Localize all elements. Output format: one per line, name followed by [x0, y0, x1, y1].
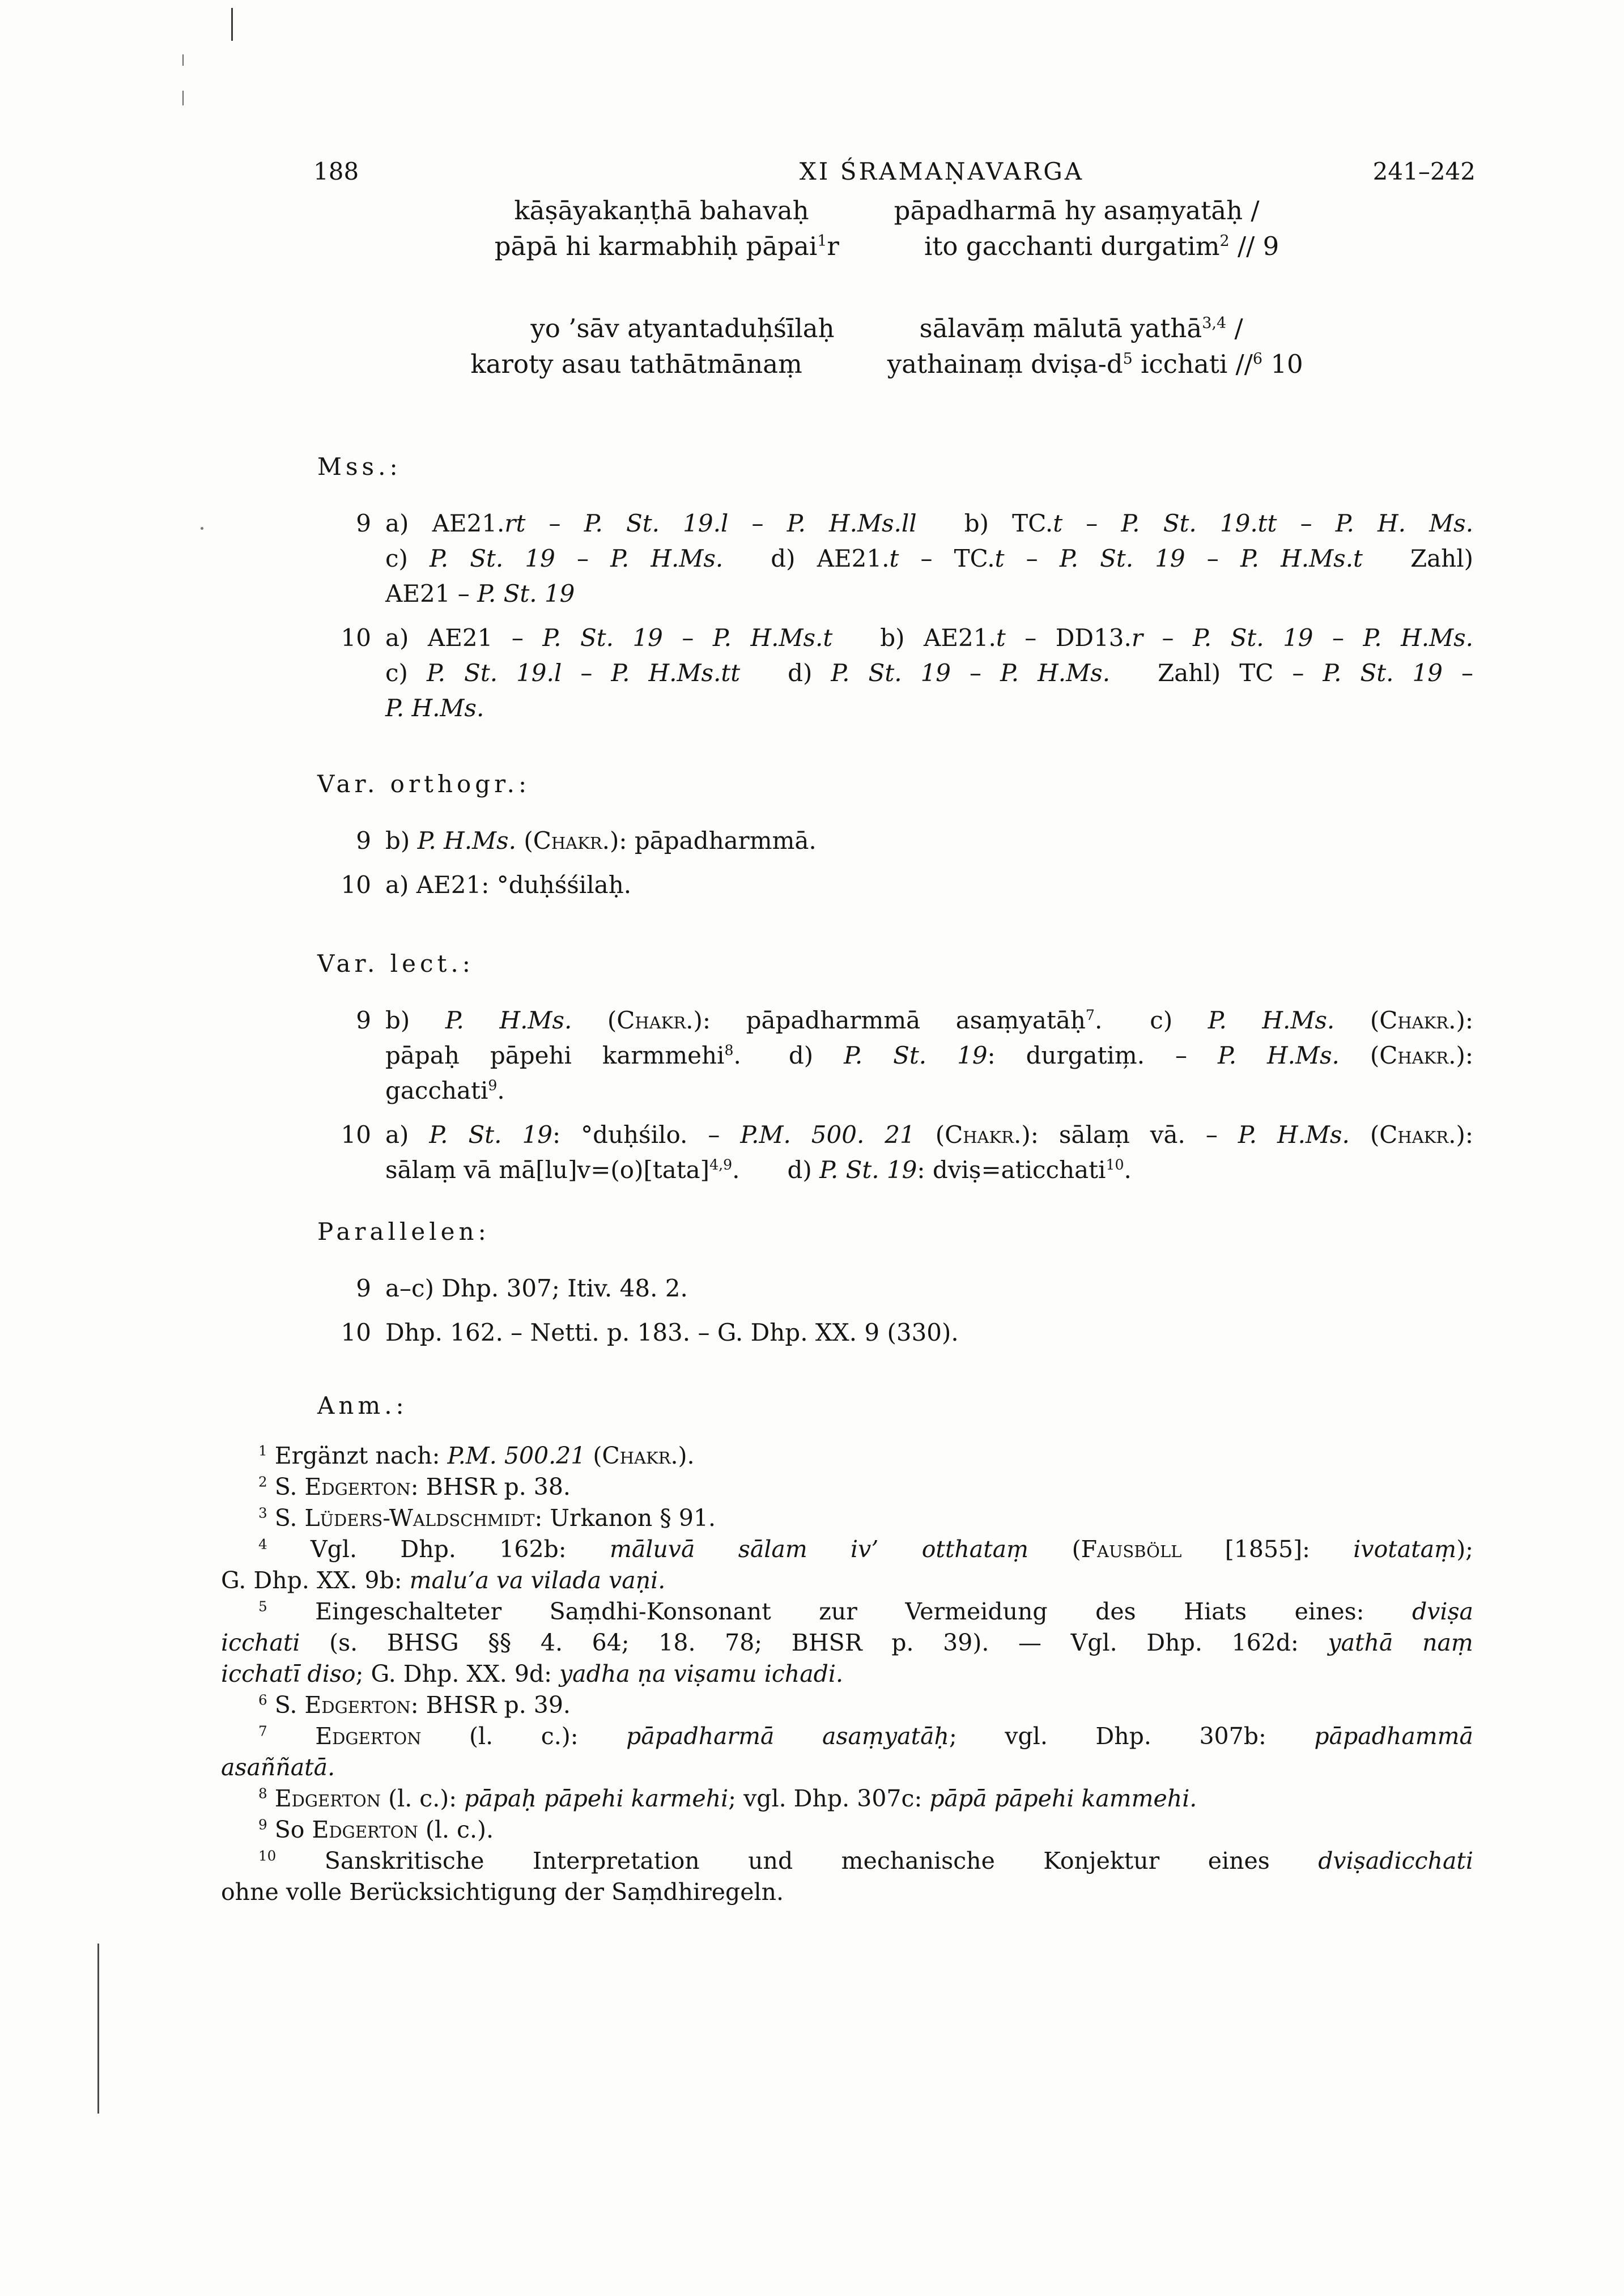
footnote-line: $^8$ Edgerton (l. c.): pāpaḥ pāpehi karmehi; vgl. Dhp. 307c: pāpā pāpehi kammehi.: [258, 1785, 1197, 1812]
footnote-line: $^3$ S. Lüders-Waldschmidt: Urkanon § 91.: [258, 1504, 716, 1532]
apparatus-line: AE21 – P. St. 19: [385, 580, 575, 607]
pada-a: yo ’sāv atyantaduḥśīlaḥ: [530, 313, 835, 343]
page-number: 188: [313, 158, 359, 185]
section-heading: Anm.:: [317, 1392, 408, 1419]
footnote-line: $^7$ Edgerton (l. c.): pāpadharmā asaṃyatāḥ; vgl. Dhp. 307b: pāpadhammā: [258, 1723, 1473, 1750]
footnote-line: $^6$ S. Edgerton: BHSR p. 39.: [258, 1691, 571, 1719]
section-var-lect: [221, 946, 1473, 1197]
parallel-line: a–c) Dhp. 307; Itiv. 48. 2.: [385, 1274, 688, 1302]
footnote-line: icchati (s. BHSG §§ 4. 64; 18. 78; BHSR p. 39). — Vgl. Dhp. 162d: yathā naṃ: [221, 1629, 1473, 1656]
apparatus-entry-10: [221, 1117, 1473, 1188]
apparatus-entry-9: [221, 1003, 1473, 1108]
section-parallelen: [221, 1214, 1473, 1359]
apparatus-line: P. H.Ms.: [385, 694, 484, 722]
entry-number: 10: [341, 1121, 371, 1149]
footnotes: [221, 1440, 1473, 1908]
apparatus-line: sālaṃ vā mā[lu]v=(o)[tata]$^{4,9}$. d) P. St. 19: dviṣ=aticchati$^{10}$.: [385, 1156, 1132, 1184]
apparatus-line: b) P. H.Ms. (Chakr.): pāpadharmmā asaṃyatāḥ$^7$. c) P. H.Ms. (Chakr.):: [385, 1006, 1473, 1034]
apparatus-entry-9: [221, 506, 1473, 611]
verse-line: [221, 346, 1473, 382]
page-header: [0, 158, 1624, 192]
apparatus-line: pāpaḥ pāpehi karmmehi$^8$. d) P. St. 19: durgatim̦. – P. H.Ms. (Chakr.):: [385, 1041, 1473, 1069]
pada-b: sālavāṃ mālutā yathā$^{3,4}$ /: [919, 313, 1243, 343]
apparatus-line: a) AE21 – P. St. 19 – P. H.Ms.t b) AE21.t – DD13.r – P. St. 19 – P. H.Ms.: [385, 624, 1474, 652]
parallel-entry-10: [221, 1315, 1473, 1350]
entry-number: 10: [341, 1319, 371, 1346]
apparatus-line: c) P. St. 19 – P. H.Ms. d) AE21.t – TC.t – P. St. 19 – P. H.Ms.t Zahl): [385, 545, 1474, 572]
chapter-title: XI ŚRAMAṆAVARGA: [799, 158, 1085, 185]
footnote-3: [221, 1503, 1473, 1534]
section-var-orthogr: [221, 767, 1473, 912]
section-mss: [221, 449, 1473, 735]
footnote-1: [221, 1440, 1473, 1472]
verse-9: [221, 193, 1473, 264]
footnote-9: [221, 1814, 1473, 1846]
footnote-line: icchatī diso; G. Dhp. XX. 9d: yadha ṇa viṣamu ichadi.: [221, 1660, 844, 1687]
pada-a: pāpā hi karmabhiḥ pāpai$^1$r: [494, 231, 839, 261]
footnote-4: [221, 1534, 1473, 1596]
footnote-line: $^2$ S. Edgerton: BHSR p. 38.: [258, 1473, 571, 1500]
parallel-line: Dhp. 162. – Netti. p. 183. – G. Dhp. XX. 9 (330).: [385, 1319, 959, 1346]
footnote-10: [221, 1846, 1473, 1908]
footnote-line: G. Dhp. XX. 9b: malu’a va vilada vaṇi.: [221, 1567, 666, 1594]
parallel-entry-9: [221, 1271, 1473, 1306]
entry-number: 9: [356, 509, 371, 537]
pada-b: pāpadharmā hy asaṃyatāḥ /: [894, 195, 1260, 226]
apparatus-line: b) P. H.Ms. (Chakr.): pāpadharmmā.: [385, 827, 817, 854]
footnote-2: [221, 1472, 1473, 1503]
pada-a: kāṣāyakaṇṭhā bahavaḥ: [514, 195, 809, 226]
footnote-7: [221, 1721, 1473, 1783]
scan-artifact: [231, 8, 233, 41]
footnote-line: $^9$ So Edgerton (l. c.).: [258, 1816, 494, 1843]
section-heading: Var. orthogr.:: [317, 770, 531, 798]
pada-a: karoty asau tathātmānaṃ: [470, 349, 802, 379]
apparatus-line: gacchati$^9$.: [385, 1077, 505, 1104]
section-heading: Mss.:: [317, 453, 402, 481]
verse-line: [221, 311, 1473, 346]
pada-b: yathainaṃ dviṣa-$d^5$ icchati //$^6$ 10: [887, 349, 1303, 379]
section-heading: Var. lect.:: [317, 950, 474, 977]
scan-artifact: [182, 91, 184, 105]
apparatus-line: a) P. St. 19: °duḥśilo. – P.M. 500. 21 (Chakr.): sālaṃ vā. – P. H.Ms. (Chakr.):: [385, 1121, 1473, 1149]
apparatus-line: a) AE21.rt – P. St. 19.l – P. H.Ms.ll b) TC.t – P. St. 19.tt – P. H. Ms.: [385, 509, 1474, 537]
entry-number: 9: [356, 1006, 371, 1034]
section-heading: Parallelen:: [317, 1218, 490, 1245]
apparatus-line: a) AE21: °duḥśśilaḥ.: [385, 871, 632, 899]
entry-number: 9: [356, 1274, 371, 1302]
verse-line: [221, 228, 1473, 264]
section-anm: [221, 1388, 1473, 1445]
footnote-line: $^4$ Vgl. Dhp. 162b: māluvā sālam iv’ otthataṃ (Fausböll [1855]: ivotataṃ);: [258, 1536, 1473, 1563]
verse-line: [221, 193, 1473, 228]
footnote-line: $^1$ Ergänzt nach: P.M. 500.21 (Chakr.).: [258, 1442, 695, 1469]
footnote-line: ohne volle Berücksichtigung der Saṃdhiregeln.: [221, 1878, 784, 1906]
scan-artifact: [182, 54, 184, 66]
pada-b: ito gacchanti durgatim$^2$ // 9: [924, 231, 1279, 261]
entry-number: 10: [341, 624, 371, 652]
scan-artifact: [201, 527, 203, 530]
footnote-line: asaññatā.: [221, 1754, 335, 1781]
apparatus-entry-10: [221, 620, 1473, 726]
footnote-8: [221, 1783, 1473, 1814]
verse-range: 241–242: [1372, 158, 1476, 185]
apparatus-entry-10: [221, 868, 1473, 903]
apparatus-line: c) P. St. 19.l – P. H.Ms.tt d) P. St. 19 – P. H.Ms. Zahl) TC – P. St. 19 –: [385, 659, 1474, 687]
footnote-6: [221, 1690, 1473, 1721]
verse-10: [221, 311, 1473, 382]
entry-number: 9: [356, 827, 371, 854]
entry-number: 10: [341, 871, 371, 899]
footnote-line: $^5$ Eingeschalteter Saṃdhi-Konsonant zur Vermeidung des Hiats eines: dviṣa: [258, 1598, 1473, 1625]
footnote-line: $^{10}$ Sanskritische Interpretation und mechanische Konjektur eines dviṣadicchati: [258, 1847, 1473, 1874]
footnote-5: [221, 1596, 1473, 1690]
apparatus-entry-9: [221, 823, 1473, 858]
scan-artifact: [97, 1944, 99, 2114]
